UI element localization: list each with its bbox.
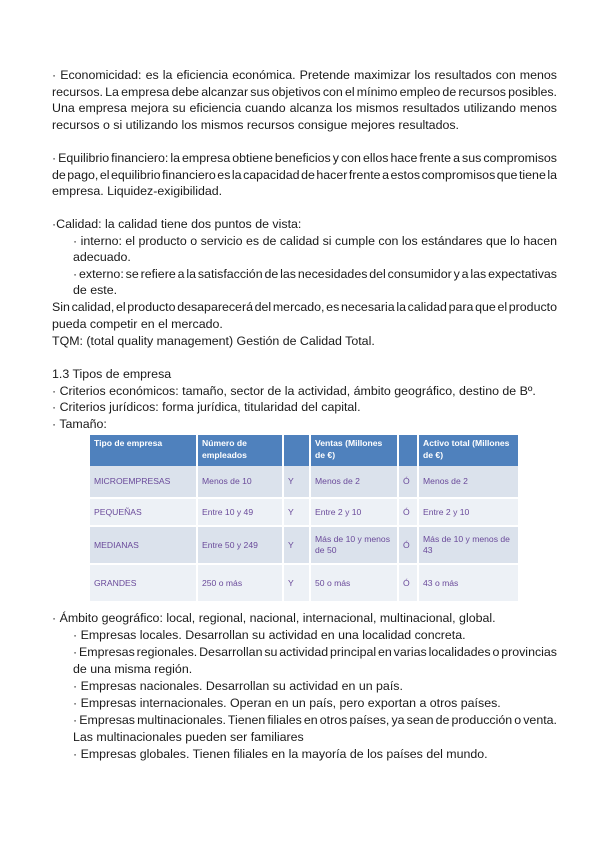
table-cell: Menos de 10 (197, 466, 283, 498)
table-cell: Menos de 2 (310, 466, 398, 498)
paragraph-line: de pago, el equilibrio financiero es la capacidad de hacer frente a estos compromisos que tiene la (52, 168, 557, 182)
paragraph-line: · Equilibrio financiero: la empresa obtiene beneficios y con ellos hace frente a sus compromisos (52, 151, 557, 165)
paragraph-line: TQM: (total quality management) Gestión de Calidad Total. (52, 334, 375, 348)
calidad-title: ·Calidad: la calidad tiene dos puntos de vista: (52, 217, 302, 231)
list-item: · Criterios jurídicos: forma jurídica, titularidad del capital. (52, 400, 361, 414)
paragraph-line: Sin calidad, el producto desaparecerá del mercado, es necesaria la calidad para que el producto (52, 300, 557, 314)
list-item: Las multinacionales pueden ser familiares (73, 730, 304, 744)
paragraph-line: adecuado. (73, 250, 131, 264)
list-item: de una misma región. (73, 662, 193, 676)
paragraph-line: · Economicidad: es la eficiencia económica. Pretende maximizar los resultados con menos (52, 68, 557, 82)
table-cell: Ó (398, 526, 418, 564)
table-header: Número de empleados (197, 435, 283, 466)
table-header (398, 435, 418, 466)
table-cell: Y (283, 526, 310, 564)
paragraph-line: empresa. Liquidez-exigibilidad. (52, 184, 223, 198)
company-size-table (90, 435, 520, 603)
list-item: · Empresas multinacionales. Tienen filiales en otros países, ya sean de producción o venta. (73, 713, 557, 727)
table-cell: Entre 10 y 49 (197, 498, 283, 526)
table-row (90, 526, 519, 564)
paragraph-line: recursos o si utilizando los mismos recursos consigue mejores resultados. (52, 118, 459, 132)
table-header (283, 435, 310, 466)
list-item: · Empresas regionales. Desarrollan su actividad principal en varias localidades o provincias (73, 645, 557, 659)
list-item: · Empresas locales. Desarrollan su actividad en una localidad concreta. (73, 628, 466, 642)
table-cell: 250 o más (197, 564, 283, 602)
table-header: Ventas (Millones de €) (310, 435, 398, 466)
table-cell: Ó (398, 498, 418, 526)
paragraph-line: pueda competir en el mercado. (52, 317, 223, 331)
table-cell: 50 o más (310, 564, 398, 602)
table-cell: MICROEMPRESAS (90, 466, 197, 498)
table-header: Tipo de empresa (90, 435, 197, 466)
paragraph-line: recursos. La empresa debe alcanzar sus objetivos con el mínimo empleo de recursos posibles. (52, 85, 557, 99)
paragraph-line: de este. (73, 283, 118, 297)
table-cell: PEQUEÑAS (90, 498, 197, 526)
section-heading: 1.3 Tipos de empresa (52, 367, 172, 381)
table-cell: Ó (398, 466, 418, 498)
table-row (90, 466, 519, 498)
table-cell: Y (283, 498, 310, 526)
table-cell: MEDIANAS (90, 526, 197, 564)
paragraph-line: · interno: el producto o servicio es de calidad si cumple con los estándares que lo hacen (73, 234, 557, 248)
list-item: · Criterios económicos: tamaño, sector de la actividad, ámbito geográfico, destino de Bº. (52, 384, 536, 398)
ambito-title: · Ámbito geográfico: local, regional, nacional, internacional, multinacional, global. (52, 611, 496, 625)
table-cell: Entre 50 y 249 (197, 526, 283, 564)
table-cell: Ó (398, 564, 418, 602)
list-item: · Empresas internacionales. Operan en un país, pero exportan a otros países. (73, 696, 501, 710)
list-item: · Tamaño: (52, 417, 107, 431)
paragraph-line: · externo: se refiere a la satisfacción de las necesidades del consumidor y a las expectativas (73, 267, 557, 281)
list-item: · Empresas globales. Tienen filiales en la mayoría de los países del mundo. (73, 747, 488, 761)
table-cell: Entre 2 y 10 (310, 498, 398, 526)
table-cell: Más de 10 y menos de 50 (310, 526, 398, 564)
table-cell: Y (283, 466, 310, 498)
table-row (90, 498, 519, 526)
paragraph-line: Una empresa mejora su eficiencia cuando alcanza los mismos resultados utilizando menos (52, 101, 557, 115)
table-cell: 43 o más (418, 564, 519, 602)
list-item: · Empresas nacionales. Desarrollan su actividad en un país. (73, 679, 403, 693)
table-cell: Más de 10 y menos de 43 (418, 526, 519, 564)
table-cell: Entre 2 y 10 (418, 498, 519, 526)
table-cell: GRANDES (90, 564, 197, 602)
table-row (90, 564, 519, 602)
table-cell: Menos de 2 (418, 466, 519, 498)
table-cell: Y (283, 564, 310, 602)
table-header: Activo total (Millones de €) (418, 435, 519, 466)
